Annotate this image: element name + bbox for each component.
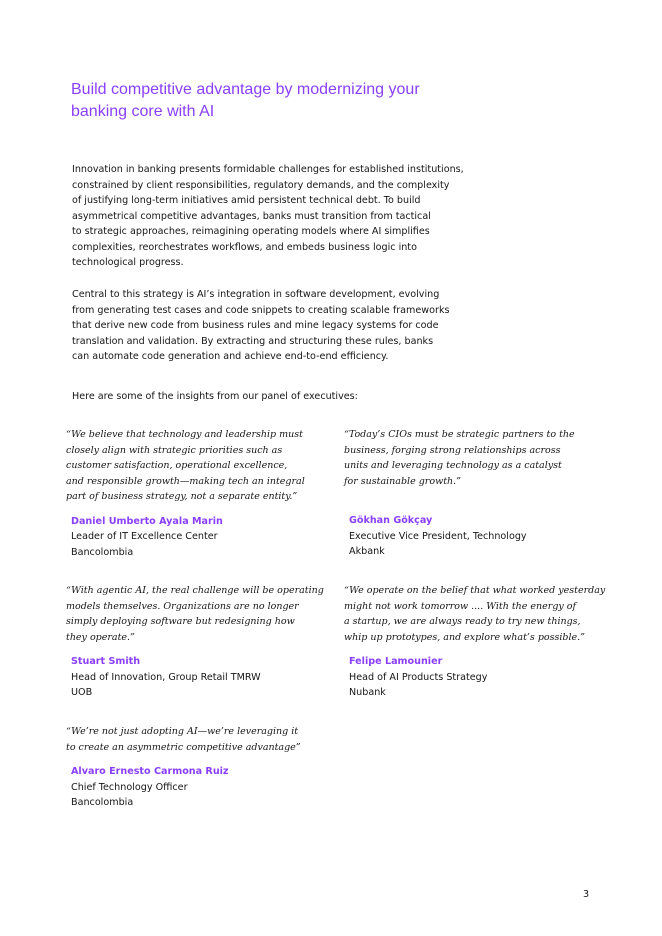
quote-line: “Today’s CIOs must be strategic partners to the (344, 429, 575, 440)
quote-line: closely align with strategic priorities such as (66, 444, 283, 456)
quote-line: units and leveraging technology as a catalyst (344, 460, 562, 471)
quote-author-name: Felipe Lamounier (349, 656, 443, 667)
quote-line: to create an asymmetric competitive advantage” (66, 741, 301, 753)
quote-line: and responsible growth—making tech an integral (66, 475, 305, 487)
quote-text (344, 583, 605, 645)
intro-paragraph (72, 162, 464, 271)
paragraph-line: that derive new code from business rules and mine legacy systems for code (72, 320, 439, 331)
quote-line: “With agentic AI, the real challenge will be operating (66, 585, 324, 596)
quote-author-name: Alvaro Ernesto Carmona Ruiz (71, 766, 229, 777)
paragraph-line: constrained by client responsibilities, regulatory demands, and the complexity (72, 179, 450, 191)
strategy-paragraph (72, 287, 450, 365)
quote-author-role: Head of Innovation, Group Retail TMRW (71, 671, 261, 683)
insights-intro (72, 389, 358, 405)
quote-line: a startup, we are always ready to try new things, (344, 616, 581, 627)
quote-line: business, forging strong relationships across (344, 444, 561, 456)
paragraph-line: technological progress. (72, 257, 184, 268)
quote-line: simply deploying software but redesigning how (66, 616, 295, 627)
quote-author-company: Nubank (349, 687, 386, 698)
paragraph-line: translation and validation. By extracting and structuring these rules, banks (72, 335, 434, 347)
quote-text (66, 583, 324, 645)
quote-author-name: Daniel Umberto Ayala Marin (71, 515, 223, 527)
paragraph-line: asymmetrical competitive advantages, banks must transition from tactical (72, 210, 431, 222)
quote-author-company: Bancolombia (71, 546, 134, 558)
quote-author-company: UOB (71, 687, 93, 698)
page-title: Build competitive advantage by modernizing your banking core with AI (71, 81, 420, 120)
quote-author-company: Bancolombia (71, 797, 134, 808)
quote-text (66, 427, 305, 505)
paragraph-line: can automate code generation and achieve end-to-end efficiency. (72, 351, 389, 362)
paragraph-line: Innovation in banking presents formidable challenges for established institutions, (72, 164, 464, 175)
page-number: 3 (583, 889, 590, 900)
quote-line: whip up prototypes, and explore what’s possible.” (344, 631, 586, 643)
quote-text (344, 427, 575, 489)
quote-card (66, 427, 305, 560)
paragraph-line: of justifying long-term initiatives amid persistent technical debt. To build (72, 195, 421, 206)
paragraph-line: to strategic approaches, reimagining operating models where AI simplifies (72, 226, 430, 237)
quote-line: models themselves. Organizations are no longer (66, 600, 299, 612)
quote-card (344, 427, 575, 560)
quote-line: customer satisfaction, operational excellence, (66, 460, 288, 471)
quote-author-name: Stuart Smith (71, 656, 141, 667)
quote-line: “We’re not just adopting AI—we’re leveraging it (66, 726, 299, 737)
quote-text (66, 724, 301, 755)
paragraph-line: from generating test cases and code snippets to creating scalable frameworks (72, 304, 450, 316)
quote-author-name: Gökhan Gökçay (349, 515, 433, 526)
quote-card (66, 724, 301, 811)
quote-line: might not work tomorrow .... With the energy of (344, 600, 577, 612)
quote-author-role: Chief Technology Officer (71, 781, 188, 793)
paragraph-line: complexities, reorchestrates workflows, and embeds business logic into (72, 241, 417, 253)
quote-author-role: Executive Vice President, Technology (349, 530, 527, 542)
quote-line: part of business strategy, not a separate entity.” (66, 491, 298, 502)
quote-card (344, 583, 605, 701)
quote-author-role: Leader of IT Excellence Center (71, 531, 218, 542)
quote-line: for sustainable growth.” (344, 475, 462, 487)
paragraph-line: Central to this strategy is AI’s integration in software development, evolving (72, 289, 440, 300)
quote-line: “We believe that technology and leadership must (66, 429, 303, 440)
quote-line: they operate.” (66, 631, 135, 643)
quote-card (66, 583, 324, 701)
paragraph-line: Here are some of the insights from our panel of executives: (72, 391, 358, 402)
quote-line: “We operate on the belief that what worked yesterday (344, 585, 606, 596)
quote-author-role: Head of AI Products Strategy (349, 671, 488, 683)
quote-author-company: Akbank (349, 546, 385, 557)
